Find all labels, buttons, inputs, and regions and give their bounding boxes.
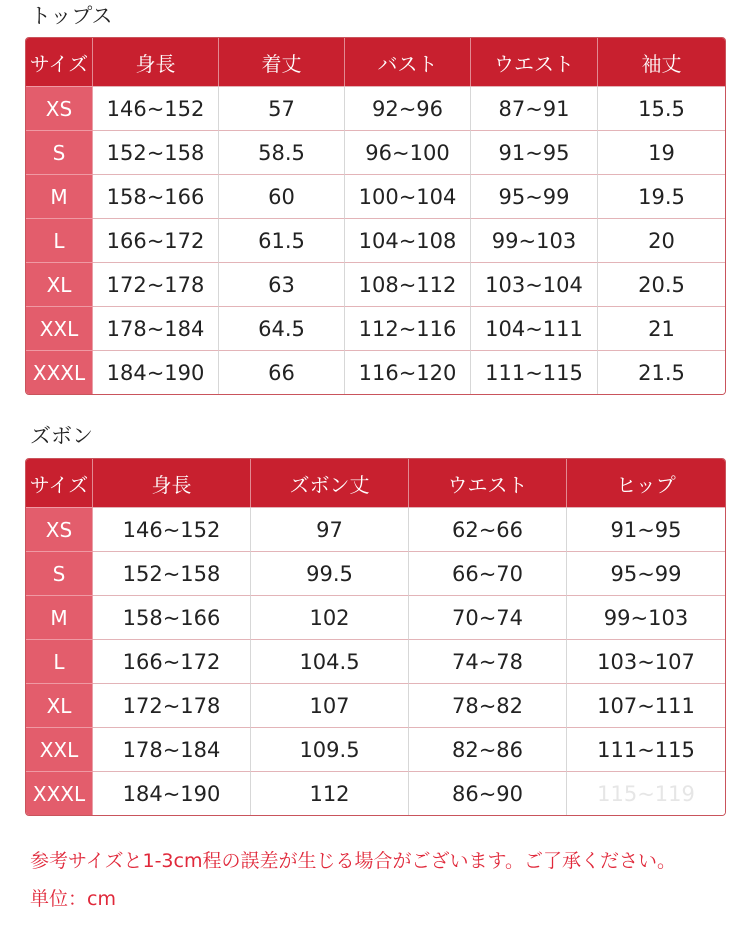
size-label: XS: [26, 86, 93, 130]
table-cell: 102: [251, 595, 409, 639]
table-cell: 95~99: [471, 174, 598, 218]
size-label: S: [26, 130, 93, 174]
table-cell: 20.5: [598, 262, 725, 306]
table-cell: 62~66: [409, 507, 567, 551]
table-cell: 172~178: [93, 683, 251, 727]
size-label: XXXL: [26, 771, 93, 815]
tops-body: [26, 86, 725, 394]
tops-header-cell: 袖丈: [598, 38, 725, 86]
table-row: [26, 86, 725, 130]
table-cell: 87~91: [471, 86, 598, 130]
table-cell: 63: [219, 262, 345, 306]
table-cell: 146~152: [93, 86, 219, 130]
size-label: XS: [26, 507, 93, 551]
pants-header-cell: 身長: [93, 459, 251, 507]
table-cell: 21.5: [598, 350, 725, 394]
table-cell: 100~104: [345, 174, 471, 218]
table-cell: 158~166: [93, 174, 219, 218]
tops-header-cell: ウエスト: [471, 38, 598, 86]
table-row: [26, 130, 725, 174]
table-cell: 15.5: [598, 86, 725, 130]
tops-header-cell: サイズ: [26, 38, 93, 86]
table-cell: 146~152: [93, 507, 251, 551]
table-cell: 107~111: [567, 683, 725, 727]
table-row: [26, 350, 725, 394]
table-cell: 91~95: [471, 130, 598, 174]
table-cell: 99.5: [251, 551, 409, 595]
tops-header-cell: 着丈: [219, 38, 345, 86]
table-cell: 108~112: [345, 262, 471, 306]
table-row: [26, 551, 725, 595]
table-cell: 57: [219, 86, 345, 130]
table-cell: 166~172: [93, 218, 219, 262]
table-cell: 166~172: [93, 639, 251, 683]
table-cell: 184~190: [93, 771, 251, 815]
table-cell: 66~70: [409, 551, 567, 595]
table-cell: 112~116: [345, 306, 471, 350]
table-row: [26, 507, 725, 551]
table-cell: 70~74: [409, 595, 567, 639]
table-cell: 178~184: [93, 727, 251, 771]
pants-header-cell: ヒップ: [567, 459, 725, 507]
table-cell: 21: [598, 306, 725, 350]
table-cell: 97: [251, 507, 409, 551]
size-label: L: [26, 218, 93, 262]
unit-label: 単位：cm: [30, 888, 116, 910]
table-cell: 61.5: [219, 218, 345, 262]
size-label: XXL: [26, 727, 93, 771]
table-row: [26, 595, 725, 639]
table-cell: 178~184: [93, 306, 219, 350]
table-cell: 19.5: [598, 174, 725, 218]
size-label: XXXL: [26, 350, 93, 394]
tops-title: トップス: [30, 4, 113, 28]
table-cell: 111~115: [471, 350, 598, 394]
table-cell: 115~119: [567, 771, 725, 815]
table-cell: 19: [598, 130, 725, 174]
table-cell: 104~108: [345, 218, 471, 262]
tops-header-cell: 身長: [93, 38, 219, 86]
table-cell: 74~78: [409, 639, 567, 683]
table-cell: 91~95: [567, 507, 725, 551]
size-label: M: [26, 174, 93, 218]
table-cell: 152~158: [93, 551, 251, 595]
pants-header-cell: サイズ: [26, 459, 93, 507]
table-row: [26, 683, 725, 727]
table-cell: 116~120: [345, 350, 471, 394]
size-label: M: [26, 595, 93, 639]
size-note: 参考サイズと1-3cm程の誤差が生じる場合がございます。ご了承ください。: [30, 850, 676, 872]
table-row: [26, 771, 725, 815]
table-cell: 103~104: [471, 262, 598, 306]
pants-header-cell: ウエスト: [409, 459, 567, 507]
size-label: XXL: [26, 306, 93, 350]
table-cell: 172~178: [93, 262, 219, 306]
tops-size-table: [25, 37, 726, 395]
table-cell: 104.5: [251, 639, 409, 683]
table-cell: 82~86: [409, 727, 567, 771]
size-label: L: [26, 639, 93, 683]
table-cell: 109.5: [251, 727, 409, 771]
table-cell: 99~103: [567, 595, 725, 639]
table-cell: 111~115: [567, 727, 725, 771]
table-cell: 95~99: [567, 551, 725, 595]
table-cell: 86~90: [409, 771, 567, 815]
table-row: [26, 306, 725, 350]
table-cell: 107: [251, 683, 409, 727]
table-cell: 103~107: [567, 639, 725, 683]
table-cell: 158~166: [93, 595, 251, 639]
table-row: [26, 727, 725, 771]
table-cell: 64.5: [219, 306, 345, 350]
pants-title: ズボン: [30, 424, 93, 448]
table-row: [26, 262, 725, 306]
table-cell: 99~103: [471, 218, 598, 262]
tops-header-cell: バスト: [345, 38, 471, 86]
table-cell: 58.5: [219, 130, 345, 174]
table-cell: 112: [251, 771, 409, 815]
table-cell: 92~96: [345, 86, 471, 130]
pants-body: [26, 507, 725, 815]
table-cell: 96~100: [345, 130, 471, 174]
table-row: [26, 174, 725, 218]
size-label: S: [26, 551, 93, 595]
table-row: [26, 218, 725, 262]
table-cell: 66: [219, 350, 345, 394]
table-row: [26, 639, 725, 683]
table-cell: 60: [219, 174, 345, 218]
pants-header-row: [26, 459, 725, 507]
table-cell: 78~82: [409, 683, 567, 727]
size-label: XL: [26, 683, 93, 727]
size-label: XL: [26, 262, 93, 306]
table-cell: 184~190: [93, 350, 219, 394]
pants-header-cell: ズボン丈: [251, 459, 409, 507]
table-cell: 20: [598, 218, 725, 262]
tops-header-row: [26, 38, 725, 86]
table-cell: 104~111: [471, 306, 598, 350]
pants-size-table: [25, 458, 726, 816]
table-cell: 152~158: [93, 130, 219, 174]
